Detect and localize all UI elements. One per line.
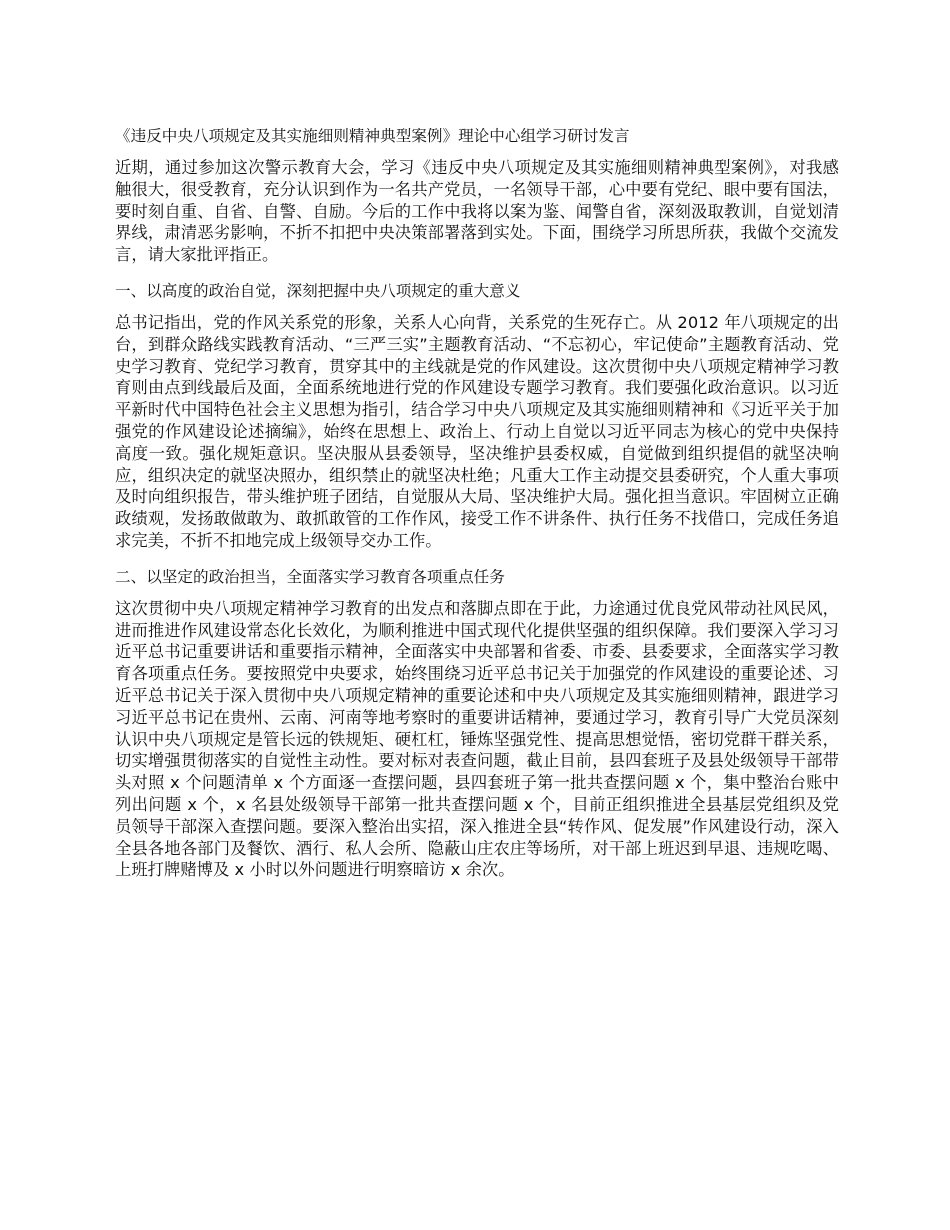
section-2-heading: 二、以坚定的政治担当，全面落实学习教育各项重点任务	[115, 567, 505, 586]
section-2-paragraph: 这次贯彻中央八项规定精神学习教育的出发点和落脚点即在于此，力途通过优良党风带动社风民风，进而推进作风建设常态化长效化，为顺利推进中国式现代化提供坚强的组织保障。我们要深入学习习近平总书记重要讲话和重要指示精神，全面落实中央部署和省委、市委、县委要求，全面落实学习教育各项重点任务。要按照党中央要求，始终围绕习近平总书记关于加强党的作风建设的重要论述、习近平总书记关于深入贯彻中央八项规定精神的重要论述和中央八项规定及其实施细则精神，跟进学习习近平总书记在贵州、云南、河南等地考察时的重要讲话精神，要通过学习，教育引导广大党员深刻认识中央八项规定是管长远的铁规矩、硬杠杠，锤炼坚强党性、提高思想觉悟，密切党群干群关系，切实增强贯彻落实的自觉性主动性。要对标对表查问题，截止目前，县四套班子及县处级领导干部带头对照 x 个问题清单 x 个方面逐一查摆问题，县四套班子第一批共查摆问题 x 个，集中整治台账中列出问题 x 个，x 名县处级领导干部第一批共查摆问题 x 个，目前正组织推进全县基层党组织及党员领导干部深入查摆问题。要深入整治出实招，深入推进全县“转作风、促发展”作风建设行动，深入全县各地各部门及餐饮、酒行、私人会所、隐蔽山庄农庄等场所，对干部上班迟到早退、违规吃喝、上班打牌赌博及 x 小时以外问题进行明察暗访 x 余次。	[115, 598, 839, 880]
document-page	[115, 124, 839, 894]
intro-paragraph: 近期，通过参加这次警示教育大会，学习《违反中央八项规定及其实施细则精神典型案例》，对我感触很大，很受教育，充分认识到作为一名共产党员，一名领导干部，心中要有党纪、眼中要有国法，要时刻自重、自省、自警、自励。今后的工作中我将以案为鉴、闻警自省，深刻汲取教训，自觉划清界线，肃清恶劣影响，不折不扣把中央决策部署落到实处。下面，围绕学习所思所获，我做个交流发言，请大家批评指正。	[115, 158, 839, 265]
document-title: 《违反中央八项规定及其实施细则精神典型案例》理论中心组学习研讨发言	[115, 127, 630, 145]
section-1-heading: 一、以高度的政治自觉，深刻把握中央八项规定的重大意义	[115, 281, 521, 300]
section-1-paragraph: 总书记指出，党的作风关系党的形象，关系人心向背，关系党的生死存亡。从 2012 年八项规定的出台，到群众路线实践教育活动、“三严三实”主题教育活动、“不忘初心，牢记使命”主题教育活动、党史学习教育、党纪学习教育，贯穿其中的主线就是党的作风建设。这次贯彻中央八项规定精神学习教育则由点到线最后及面，全面系统地进行党的作风建设专题学习教育。我们要强化政治意识。以习近平新时代中国特色社会主义思想为指引，结合学习中央八项规定及其实施细则精神和《习近平关于加强党的作风建设论述摘编》，始终在思想上、政治上、行动上自觉以习近平同志为核心的党中央保持高度一致。强化规矩意识。坚决服从县委领导，坚决维护县委权威，自觉做到组织提倡的就坚决响应，组织决定的就坚决照办，组织禁止的就坚决杜绝；凡重大工作主动提交县委研究，个人重大事项及时向组织报告，带头维护班子团结，自觉服从大局、坚决维护大局。强化担当意识。牢固树立正确政绩观，发扬敢做敢为、敢抓敢管的工作作风，接受工作不讲条件、执行任务不找借口，完成任务追求完美，不折不扣地完成上级领导交办工作。	[115, 312, 839, 550]
